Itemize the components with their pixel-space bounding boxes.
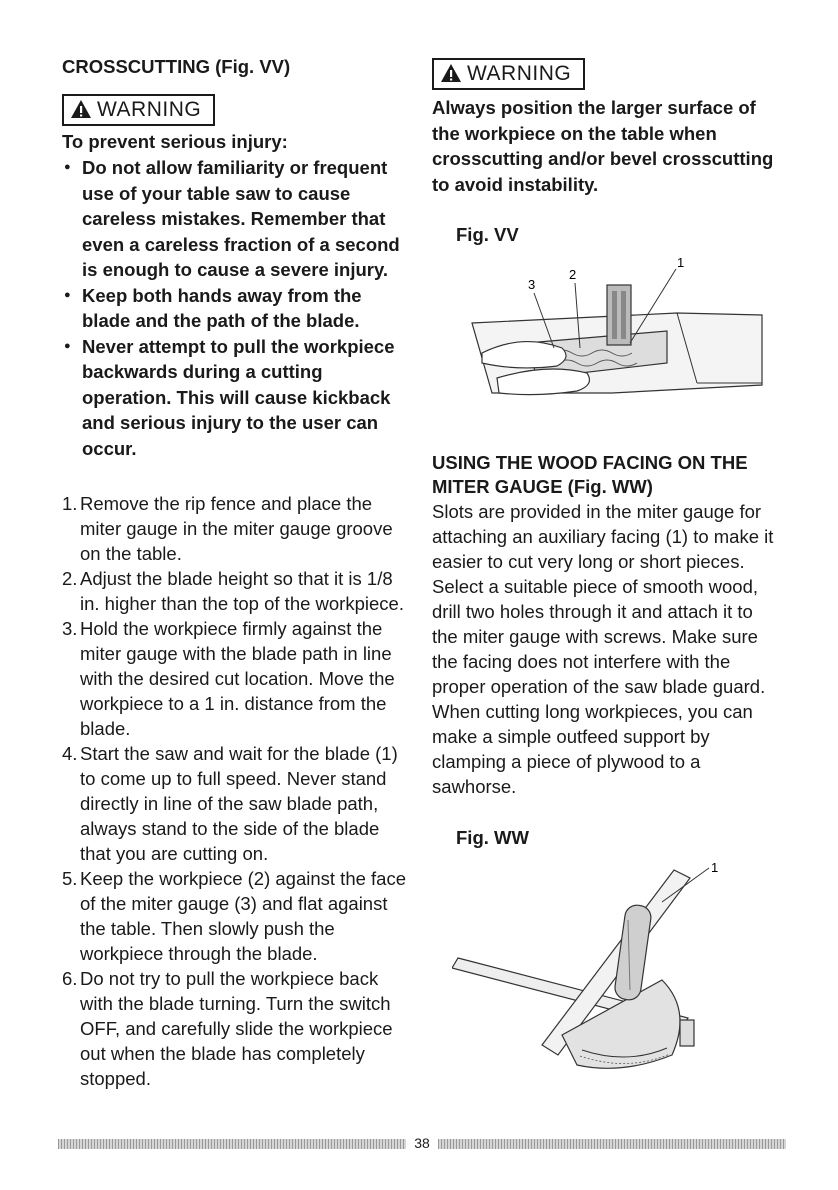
- step-number: 2.: [62, 568, 78, 589]
- crosscutting-title: CROSSCUTTING (Fig. VV): [62, 56, 291, 77]
- step-item: [62, 491, 412, 566]
- warning-label: WARNING: [97, 98, 202, 121]
- page-number: 38: [414, 1135, 430, 1151]
- step-item: [62, 616, 412, 741]
- page-footer: [58, 1136, 786, 1152]
- step-item: [62, 966, 412, 1091]
- callout-1: 1: [677, 255, 685, 270]
- step-item: [62, 741, 412, 866]
- warning-intro: To prevent serious injury:: [62, 131, 288, 152]
- wood-facing-title: USING THE WOOD FACING ON THE MITER GAUGE (Fig. WW): [432, 452, 748, 497]
- step-number: 4.: [62, 743, 78, 764]
- warning-label: WARNING: [467, 62, 572, 85]
- fig-vv-label: Fig. VV: [456, 224, 519, 245]
- step-text: Start the saw and wait for the blade (1) to come up to full speed. Never stand directly in line of the saw blade path, always stand to the side of the blade that you are cutting on.: [80, 743, 398, 864]
- step-text: Remove the rip fence and place the miter gauge in the miter gauge groove on the table.: [80, 493, 393, 564]
- fig-ww-label: Fig. WW: [456, 827, 529, 848]
- steps-list: [62, 491, 412, 1091]
- warning-bullet: ● Never attempt to pull the workpiece backwards during a cutting operation. This will cause kickback and serious injury to the user can occur.: [62, 334, 412, 462]
- warning-bullet: ● Do not allow familiarity or frequent use of your table saw to cause careless mistakes. Remember that even a careless fraction of a second is enough to cause a severe injury.: [62, 155, 412, 283]
- footer-rule-right: [438, 1139, 786, 1149]
- warning-bullets: [62, 155, 412, 461]
- step-text: Keep the workpiece (2) against the face of the miter gauge (3) and flat against the table. Then slowly push the workpiece through the blade.: [80, 868, 406, 964]
- step-item: [62, 566, 412, 616]
- warning-triangle-icon: [440, 63, 462, 83]
- warning-triangle-icon: [70, 99, 92, 119]
- step-text: Hold the workpiece firmly against the miter gauge with the blade path in line with the desired cut location. Move the workpiece to a 1 in. distance from the blade.: [80, 618, 395, 739]
- warning-box: [432, 58, 585, 90]
- warning-text: Always position the larger surface of the workpiece on the table when crosscutting and/or bevel crosscutting to avoid instability.: [432, 97, 774, 195]
- footer-rule-left: [58, 1139, 406, 1149]
- step-number: 3.: [62, 618, 78, 639]
- step-number: 6.: [62, 968, 78, 989]
- fig-vv-illustration: [442, 253, 772, 413]
- step-text: Do not try to pull the workpiece back with the blade turning. Turn the switch OFF, and carefully slide the workpiece out when the blade has completely stopped.: [80, 968, 393, 1089]
- step-number: 5.: [62, 868, 78, 889]
- wood-facing-body: Slots are provided in the miter gauge for attaching an auxiliary facing (1) to make it easier to cut very long or short pieces. Select a suitable piece of smooth wood, drill two holes through it and attach it to the miter gauge with screws. Make sure the facing does not interfere with the proper operation of the saw blade guard. When cutting long workpieces, you can make a simple outfeed support by clamping a piece of plywood to a sawhorse.: [432, 501, 774, 797]
- step-text: Adjust the blade height so that it is 1/8 in. higher than the top of the workpiece.: [80, 568, 404, 614]
- fig-ww-illustration: [452, 860, 762, 1100]
- callout-1: 1: [711, 860, 719, 875]
- warning-box: [62, 94, 215, 126]
- step-number: 1.: [62, 493, 78, 514]
- callout-2: 2: [569, 267, 577, 282]
- step-item: [62, 866, 412, 966]
- warning-bullet: ● Keep both hands away from the blade and the path of the blade.: [62, 283, 412, 334]
- callout-3: 3: [528, 277, 536, 292]
